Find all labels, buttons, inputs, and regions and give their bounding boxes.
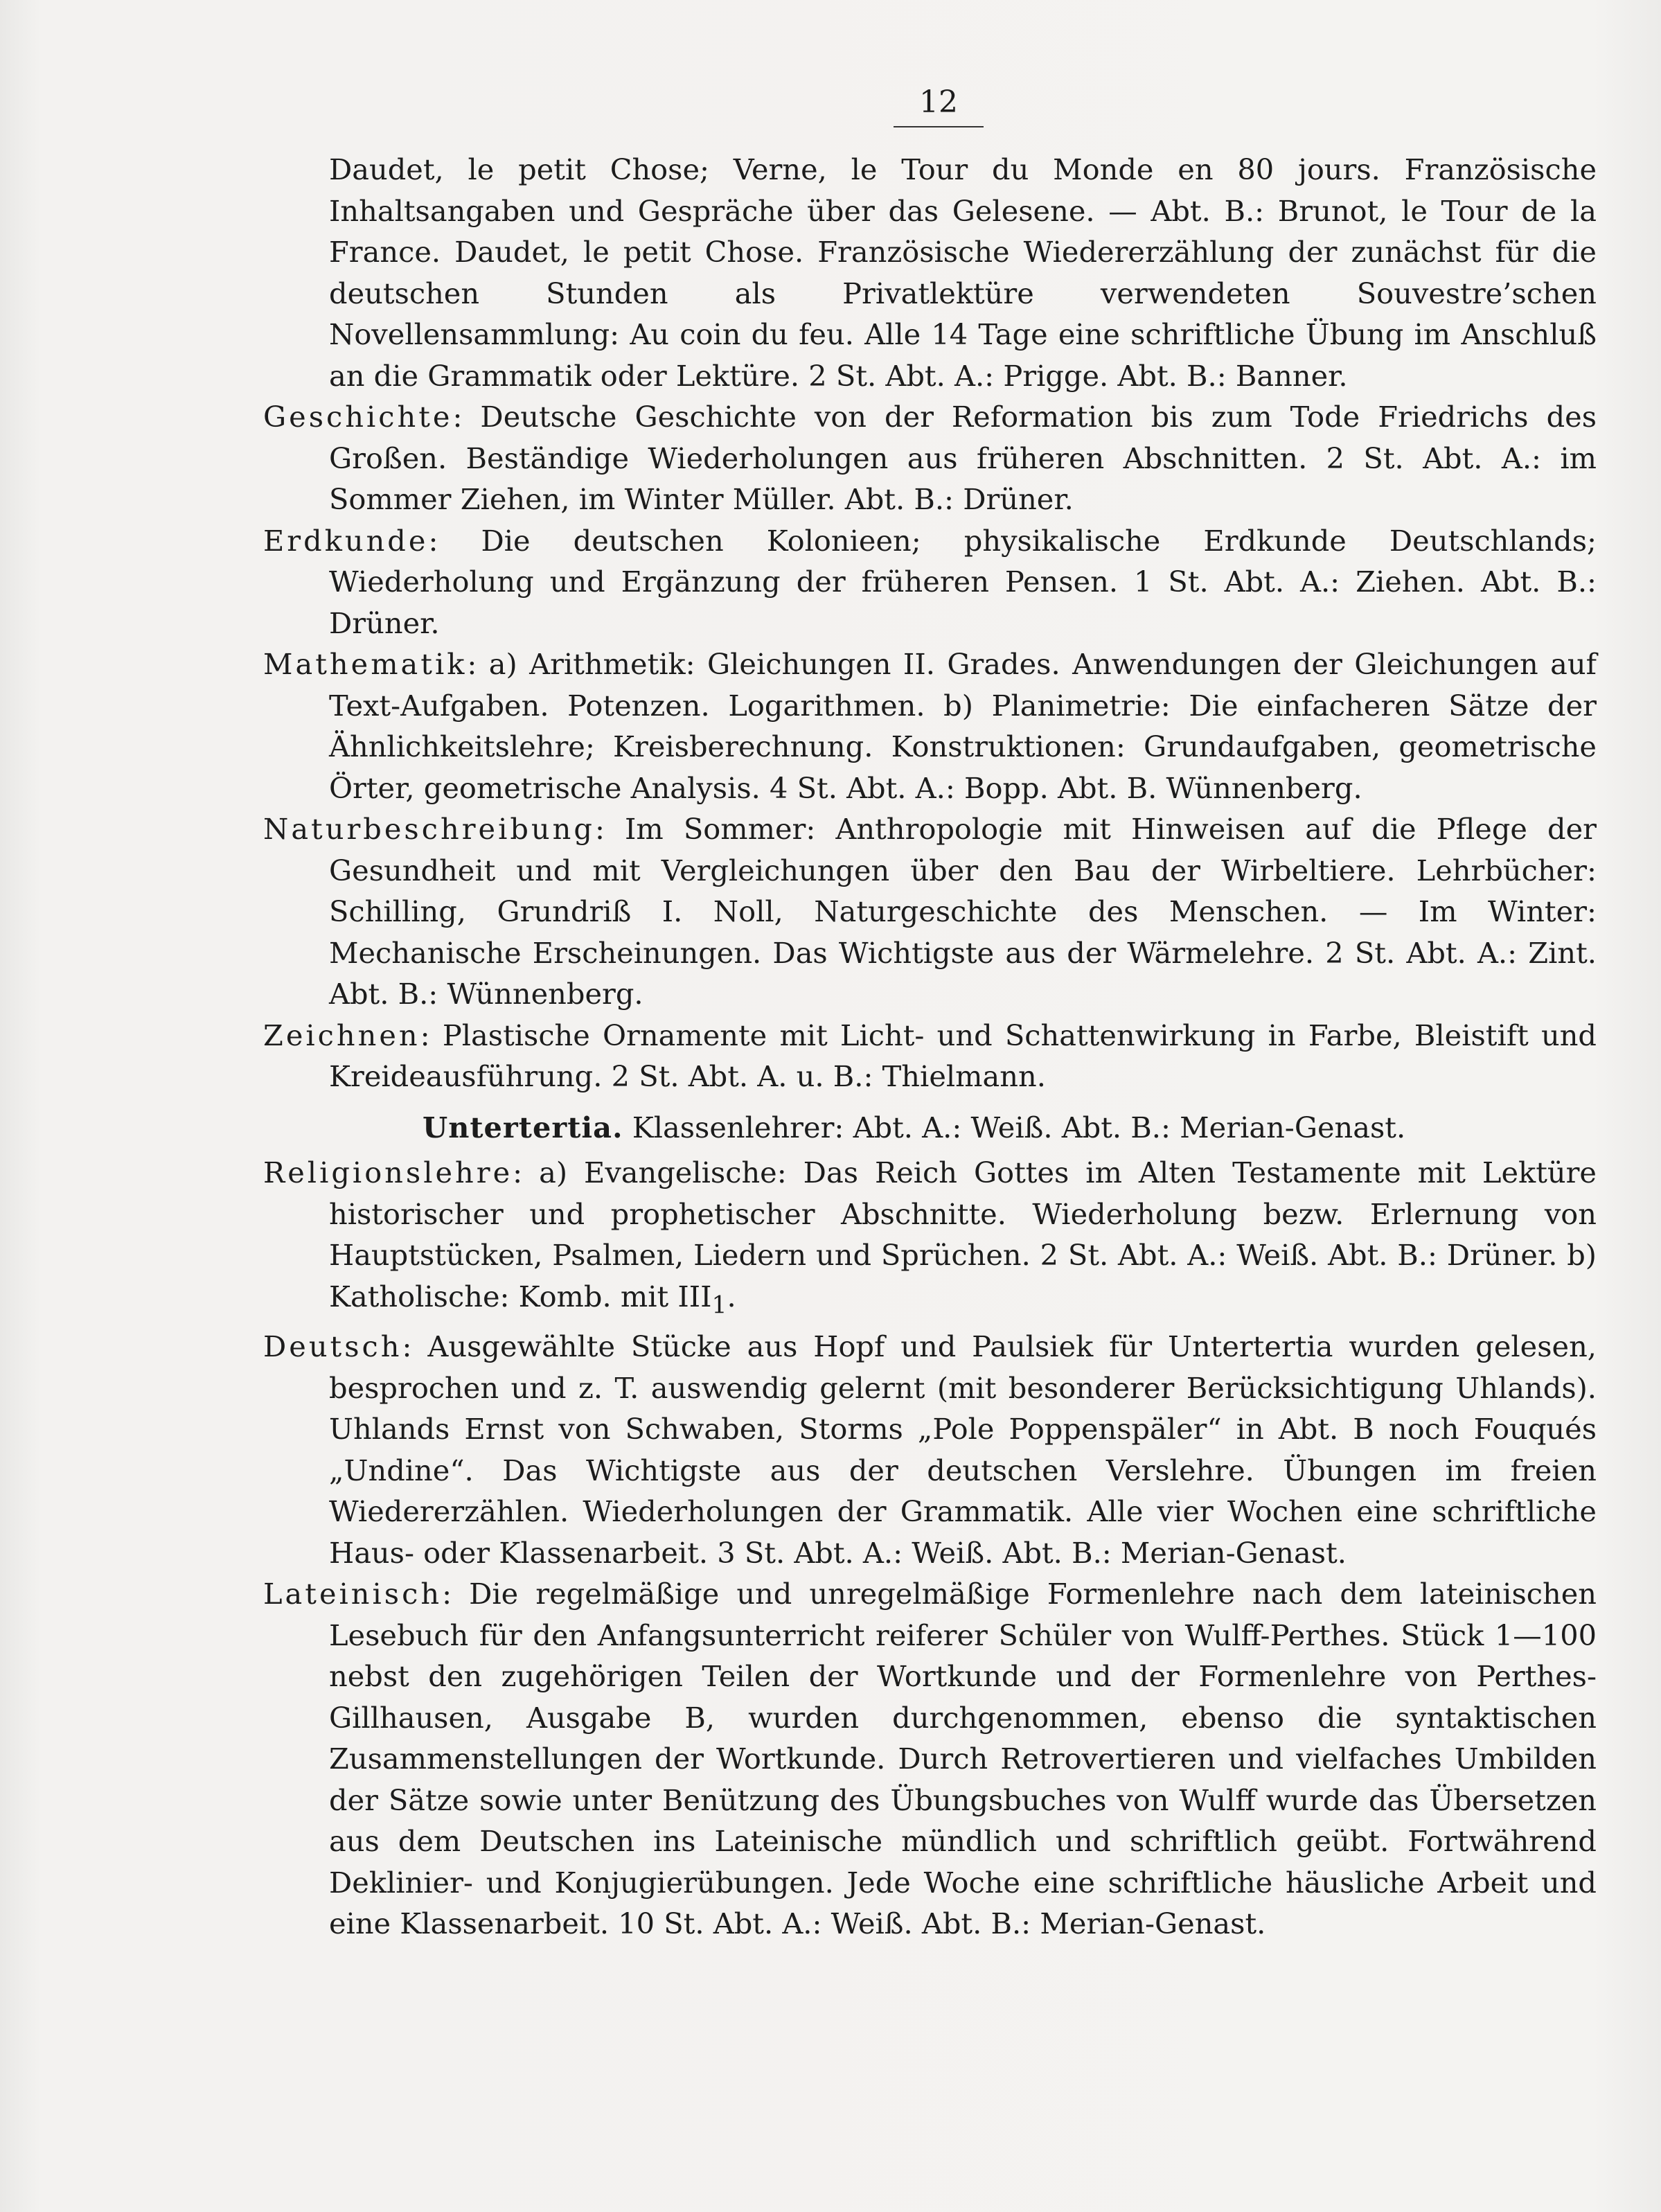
paragraph-mathematik — [263, 644, 1597, 808]
subject-religionslehre: Religionslehre — [263, 1156, 513, 1189]
paragraph-geschichte — [263, 396, 1597, 520]
subject-mathematik: Mathematik — [263, 647, 468, 681]
subject-erdkunde: Erdkunde — [263, 523, 429, 558]
class-title: Untertertia. — [423, 1110, 623, 1144]
subject-naturbeschreibung: Naturbeschreibung — [263, 812, 595, 846]
page-number: 12 — [894, 82, 984, 127]
paragraph-text: : Plastische Ornamente mit Licht- und Schattenwirkung in Farbe, Bleistift und Kreideausführung. 2 St. Abt. A. u. B.: Thielmann. — [329, 1018, 1597, 1093]
subscript: 1 — [711, 1291, 727, 1319]
paragraph-text: : a) Evangelische: Das Reich Gottes im Alten Testamente mit Lektüre historischer und prophetischer Abschnitte. Wiederholung bezw. Erlernung von Hauptstücken, Psalmen, Liedern und Sprüchen. 2 St. Abt. A.: Weiß. Abt. B.: Drüner. b) Katholische: Komb. mit III — [329, 1156, 1597, 1313]
paragraph-text: : Ausgewählte Stücke aus Hopf und Paulsiek für Untertertia wurden gelesen, besprochen und z. T. auswendig gelernt (mit besonderer Berücksichtigung Uhlands). Uhlands Ernst von Schwaben, Storms „Pole Poppenspäler“ in Abt. B noch Fouqués „Undine“. Das Wichtigste aus der deutschen Verslehre. Übungen im freien Wiedererzählen. Wiederholungen der Grammatik. Alle vier Wochen eine schriftliche Haus- oder Klassenarbeit. 3 St. Abt. A.: Weiß. Abt. B.: Merian-Genast. — [329, 1329, 1597, 1570]
paragraph-franzoesisch-continued — [263, 149, 1597, 396]
subject-lateinisch: Lateinisch — [263, 1577, 443, 1611]
class-teachers: Klassenlehrer: Abt. A.: Weiß. Abt. B.: Merian-Genast. — [623, 1110, 1406, 1144]
paragraph-text: : a) Arithmetik: Gleichungen II. Grades. Anwendungen der Gleichungen auf Text-Aufgaben. Potenzen. Logarithmen. b) Planimetrie: Die einfacheren Sätze der Ähnlichkeitslehre; Kreisberechnung. Konstruktionen: Grundaufgaben, geometrische Örter, geometrische Analysis. 4 St. Abt. A.: Bopp. Abt. B. Wünnenberg. — [329, 647, 1597, 805]
paragraph-zeichnen — [263, 1015, 1597, 1097]
subject-geschichte: Geschichte — [263, 400, 453, 434]
page-content — [263, 149, 1597, 1945]
class-heading-untertertia — [263, 1107, 1597, 1149]
paragraph-erdkunde — [263, 520, 1597, 644]
paragraph-text: : Die regelmäßige und unregelmäßige Formenlehre nach dem lateinischen Lesebuch für den Anfangsunterricht reiferer Schüler von Wulff-Perthes. Stück 1—100 nebst den zugehörigen Teilen der Wortkunde und der Formenlehre von Perthes-Gillhausen, Ausgabe B, wurden durchgenommen, ebenso die syntaktischen Zusammenstellungen der Wortkunde. Durch Retrovertieren und vielfaches Umbilden der Sätze sowie unter Benützung des Übungsbuches von Wulff wurde das Übersetzen aus dem Deutschen ins Lateinische mündlich und schriftlich geübt. Fortwährend Deklinier- und Konjugierübungen. Jede Woche eine schriftliche häusliche Arbeit und eine Klassenarbeit. 10 St. Abt. A.: Weiß. Abt. B.: Merian-Genast. — [329, 1577, 1597, 1941]
paragraph-religionslehre — [263, 1152, 1597, 1326]
subject-zeichnen: Zeichnen — [263, 1018, 420, 1052]
paragraph-text: : Im Sommer: Anthropologie mit Hinweisen auf die Pflege der Gesundheit und mit Vergleichungen über den Bau der Wirbeltiere. Lehrbücher: Schilling, Grundriß I. Noll, Naturgeschichte des Menschen. — Im Winter: Mechanische Erscheinungen. Das Wichtigste aus der Wärmelehre. 2 St. Abt. A.: Zint. Abt. B.: Wünnenberg. — [329, 812, 1597, 1011]
paragraph-text: : Deutsche Geschichte von der Reformation bis zum Tode Friedrichs des Großen. Beständige Wiederholungen aus früheren Abschnitten. 2 St. Abt. A.: im Sommer Ziehen, im Winter Müller. Abt. B.: Drüner. — [329, 400, 1597, 516]
subject-deutsch: Deutsch — [263, 1329, 402, 1364]
paragraph-text-end: . — [727, 1279, 736, 1313]
paragraph-text: : Die deutschen Kolonieen; physikalische Erdkunde Deutschlands; Wiederholung und Ergänzung der früheren Pensen. 1 St. Abt. A.: Ziehen. Abt. B.: Drüner. — [329, 523, 1597, 640]
paragraph-naturbeschreibung — [263, 808, 1597, 1015]
paragraph-deutsch — [263, 1326, 1597, 1573]
paragraph-text: Daudet, le petit Chose; Verne, le Tour du Monde en 80 jours. Französische Inhaltsangaben und Gespräche über das Gelesene. — Abt. B.: Brunot, le Tour de la France. Daudet, le petit Chose. Französische Wiedererzählung der zunächst für die deutschen Stunden als Privatlektüre verwendeten Souvestre’schen Novellensammlung: Au coin du feu. Alle 14 Tage eine schriftliche Übung im Anschluß an die Grammatik oder Lektüre. 2 St. Abt. A.: Prigge. Abt. B.: Banner. — [329, 152, 1597, 393]
paragraph-lateinisch — [263, 1573, 1597, 1945]
